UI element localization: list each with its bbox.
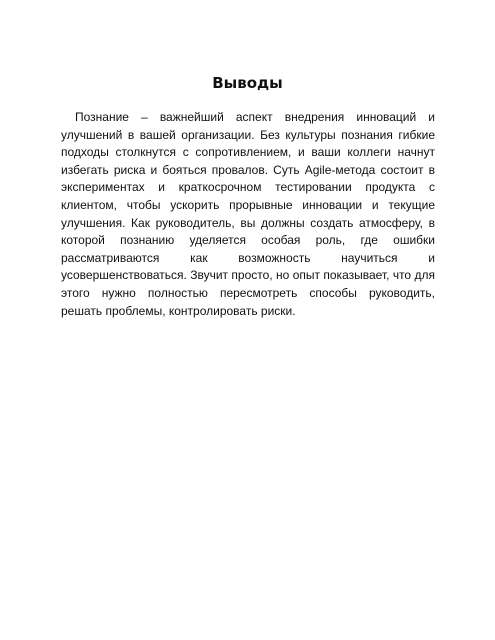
section-title: Выводы <box>212 74 283 92</box>
body-paragraph: Познание – важнейший аспект внедрения инноваций и улучшений в вашей организации. Без культуры познания гибкие подходы столкнутся с сопротивлением, и ваши коллеги начнут избегать риска и бояться провалов. Суть Agile-метода состоит в экспериментах и краткосрочном тестировании продукта с клиентом, чтобы ускорить прорывные инновации и текущие улучшения. Как руководитель, вы должны создать атмосферу, в которой познанию уделяется особая роль, где ошибки рассматриваются как возможность научиться и усовершенствоваться. Звучит просто, но опыт показывает, что для этого нужно полностью пересмотреть способы руководить, решать проблемы, контролировать риски. <box>61 110 435 318</box>
